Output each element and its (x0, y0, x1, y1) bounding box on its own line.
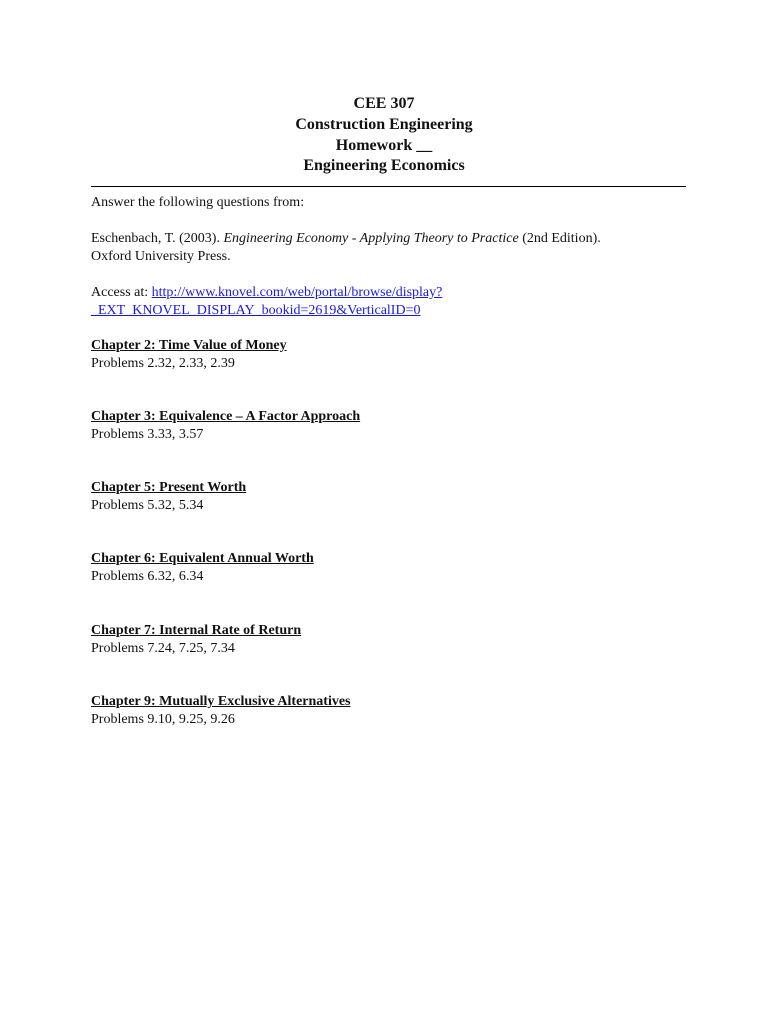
access-block (91, 284, 691, 320)
knovel-link-line1: http://www.knovel.com/web/portal/browse/display? (151, 285, 443, 300)
chapter-section (91, 408, 691, 444)
chapter-problems: Problems 9.10, 9.25, 9.26 (91, 712, 235, 727)
chapter-section (91, 479, 691, 515)
chapter-section (91, 622, 691, 658)
course-code: CEE 307 (353, 95, 415, 112)
assignment-title: Homework __ (335, 136, 433, 154)
chapter-section (91, 693, 691, 729)
title-divider (91, 186, 686, 187)
intro-text: Answer the following questions from: (91, 195, 305, 210)
citation-publisher: Oxford University Press. (91, 249, 231, 264)
access-label: Access at: (91, 285, 152, 300)
chapter-heading: Chapter 6: Equivalent Annual Worth (91, 551, 314, 566)
citation-book-title: Engineering Economy - Applying Theory to Practice (223, 231, 519, 246)
chapter-heading: Chapter 2: Time Value of Money (91, 338, 287, 353)
intro-block (91, 194, 691, 212)
chapter-section (91, 550, 691, 586)
chapter-heading: Chapter 5: Present Worth (91, 480, 247, 495)
assignment-topic: Engineering Economics (303, 157, 465, 175)
chapter-heading: Chapter 3: Equivalence – A Factor Approach (91, 409, 361, 424)
knovel-link-line2: _EXT_KNOVEL_DISPLAY_bookid=2619&VerticalID=0 (91, 303, 421, 318)
chapter-problems: Problems 5.32, 5.34 (91, 498, 204, 513)
chapter-heading: Chapter 9: Mutually Exclusive Alternatives (91, 694, 351, 709)
chapter-problems: Problems 7.24, 7.25, 7.34 (91, 641, 235, 656)
chapter-section (91, 337, 691, 373)
chapter-problems: Problems 2.32, 2.33, 2.39 (91, 356, 235, 371)
course-subject: Construction Engineering (295, 115, 473, 133)
citation-authors-year: Eschenbach, T. (2003). (91, 231, 224, 246)
citation-edition: (2nd Edition). (518, 231, 601, 246)
chapter-problems: Problems 3.33, 3.57 (91, 427, 204, 442)
chapter-problems: Problems 6.32, 6.34 (91, 569, 204, 584)
textbook-citation (91, 230, 691, 266)
chapter-heading: Chapter 7: Internal Rate of Return (91, 623, 302, 638)
document-title-block (0, 94, 768, 177)
